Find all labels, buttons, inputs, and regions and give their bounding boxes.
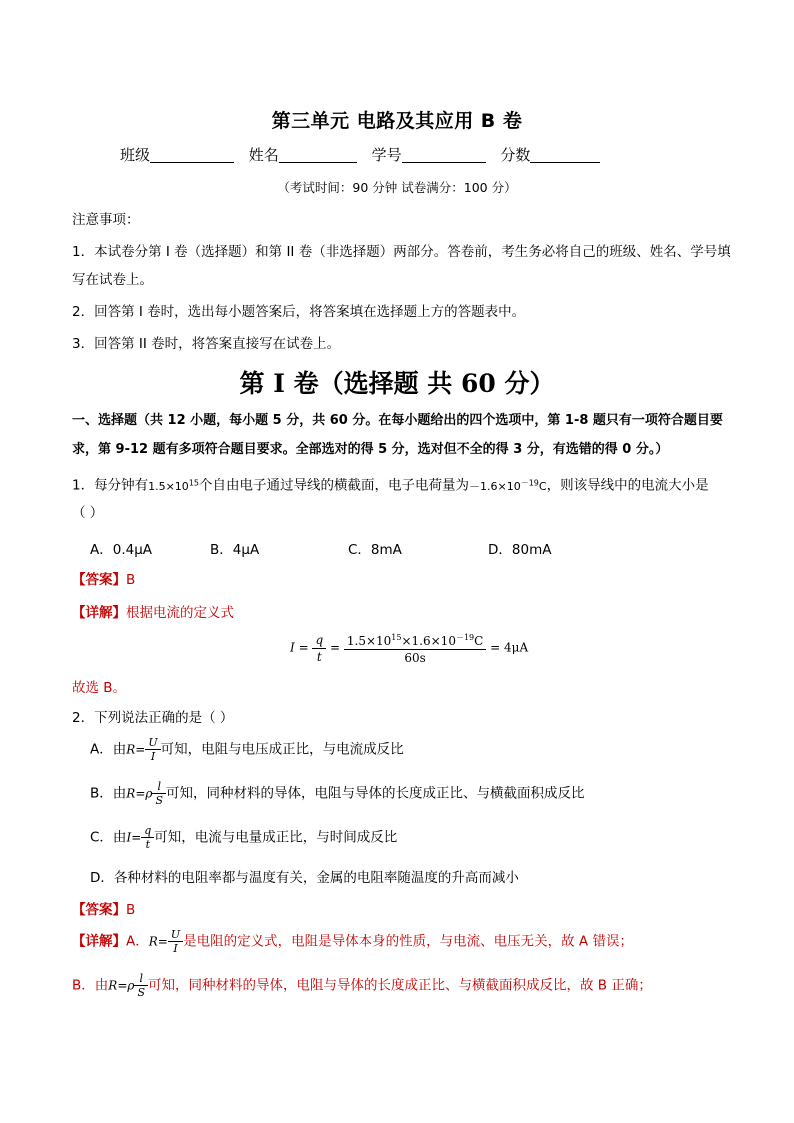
fraction-denominator: S <box>137 986 145 999</box>
symbol-R: R <box>148 934 158 949</box>
detail-prefix: A． <box>126 933 149 950</box>
q1-stem-text: 1．每分钟有 <box>72 477 149 494</box>
fraction-numerator: U <box>145 736 160 750</box>
fraction-l-S <box>134 972 148 999</box>
detail-prefix: B．由 <box>72 977 109 994</box>
q1-number-b-unit: C <box>538 479 547 493</box>
student-info-line <box>120 144 610 165</box>
q1-number-b-mantissa: －1.6×10 <box>469 479 521 493</box>
formula-equals: = <box>329 640 341 655</box>
option-prefix: A．由 <box>90 741 127 758</box>
fraction-numerator-unit: C <box>474 634 484 648</box>
student-id-blank[interactable] <box>402 146 486 163</box>
formula-fraction-values <box>344 630 486 666</box>
symbol-R: R <box>108 978 118 993</box>
q2-option-c[interactable] <box>90 824 397 851</box>
fraction-numerator-part: 1.5×10 <box>346 634 392 648</box>
answer-value: B <box>126 902 136 918</box>
note-item-3: 3．回答第 II 卷时，将答案直接写在试卷上。 <box>72 336 341 352</box>
fraction-denominator: t <box>316 649 322 664</box>
fraction-denominator: I <box>173 942 178 955</box>
q1-number-b <box>469 480 547 493</box>
page-title: 第三单元 电路及其应用 B 卷 <box>271 110 523 132</box>
exam-time: （考试时间：90 分钟 试卷满分：100 分） <box>277 180 517 195</box>
q1-formula <box>290 630 528 666</box>
answer-value: B <box>126 572 136 588</box>
detail-text: 可知，同种材料的导体，电阻与导体的长度成正比、与横截面积成反比，故 B 正确； <box>147 977 652 994</box>
q1-stem-text: ，则该导线中的电流大小是 <box>546 477 709 494</box>
symbol-rho: ρ <box>127 978 135 993</box>
symbol-equals: = <box>117 978 128 993</box>
fraction-numerator-exponent: 15 <box>391 633 402 642</box>
field-label: 姓名 <box>248 146 279 164</box>
note-item-2: 2．回答第 I 卷时，选出每小题答案后，将答案填在选择题上方的答题表中。 <box>72 304 526 320</box>
question-1-stem <box>72 470 732 526</box>
detail-text: 是电阻的定义式，电阻是导体本身的性质，与电流、电压无关，故 A 错误； <box>183 933 633 950</box>
q2-detail-b <box>72 972 652 999</box>
symbol-rho: ρ <box>145 786 153 801</box>
formula-fraction-q-t <box>312 632 326 665</box>
detail-tag: 【详解】 <box>72 605 126 621</box>
q1-answer <box>72 568 135 588</box>
q1-option-d[interactable]: D．80mA <box>488 542 552 558</box>
fraction-denominator: t <box>145 838 150 851</box>
fraction-l-S <box>152 780 166 807</box>
q1-option-b[interactable]: B．4μA <box>210 542 260 558</box>
q2-option-b[interactable] <box>90 780 584 807</box>
fraction-numerator: q <box>141 824 154 838</box>
symbol-R: R <box>126 742 136 757</box>
formula-result: = 4μA <box>490 640 529 655</box>
q1-detail <box>72 601 234 621</box>
formula-symbol-I: I <box>290 640 295 655</box>
fraction-U-I <box>145 736 160 763</box>
fraction-q-t <box>141 824 154 851</box>
fraction-denominator: 60s <box>404 651 426 665</box>
answer-tag: 【答案】 <box>72 572 126 588</box>
field-label: 分数 <box>500 146 531 164</box>
q1-number-a <box>148 480 199 493</box>
fraction-numerator <box>344 630 486 650</box>
q1-conclusion: 故选 B。 <box>72 680 127 696</box>
q1-option-c[interactable]: C．8mA <box>348 542 402 558</box>
section-heading: 第 I 卷（选择题 共 60 分） <box>239 369 555 398</box>
q2-option-a[interactable] <box>90 736 404 763</box>
q2-detail-a <box>72 928 633 955</box>
fraction-denominator: I <box>150 750 156 763</box>
fraction-numerator: U <box>168 928 183 942</box>
fraction-numerator-part: ×1.6×10 <box>401 634 456 648</box>
notes-heading: 注意事项： <box>72 212 140 228</box>
question-2-stem: 2．下列说法正确的是（ ） <box>72 710 234 726</box>
q1-number-a-mantissa: 1.5×10 <box>148 479 189 493</box>
symbol-equals: = <box>157 934 168 949</box>
option-prefix: B．由 <box>90 785 127 802</box>
fraction-numerator: l <box>134 972 148 986</box>
symbol-equals: = <box>135 742 146 757</box>
section-instructions: 一、选择题（共 12 小题，每小题 5 分，共 60 分。在每小题给出的四个选项中，第 1-8 题只有一项符合题目要求，第 9-12 题有多项符合题目要求。全部选对的得 5 分，选对但不全的得 3 分，有选错的得 0 分。） <box>72 413 723 457</box>
symbol-I: I <box>126 830 132 845</box>
score-blank[interactable] <box>530 146 600 163</box>
formula-equals: = <box>298 640 309 655</box>
q2-option-d[interactable]: D．各种材料的电阻率都与温度有关，金属的电阻率随温度的升高而减小 <box>90 870 519 886</box>
symbol-equals: = <box>135 786 146 801</box>
detail-tag: 【详解】 <box>72 933 126 950</box>
note-item-1: 1．本试卷分第 I 卷（选择题）和第 II 卷（非选择题）两部分。答卷前，考生务必将自己的班级、姓名、学号填写在试卷上。 <box>72 244 731 288</box>
option-text: 可知，电阻与电压成正比，与电流成反比 <box>160 741 404 758</box>
answer-tag: 【答案】 <box>72 902 126 918</box>
fraction-denominator: S <box>155 794 163 807</box>
fraction-numerator: l <box>152 780 166 794</box>
field-label: 班级 <box>120 146 151 164</box>
q1-answer-paren: （ ） <box>72 504 104 521</box>
q1-stem-text: 个自由电子通过导线的横截面，电子电荷量为 <box>199 477 469 494</box>
symbol-equals: = <box>131 830 142 845</box>
q1-number-b-exponent: －19 <box>520 478 539 487</box>
option-text: 可知，电流与电量成正比，与时间成反比 <box>154 829 398 846</box>
fraction-numerator: q <box>312 632 326 649</box>
fraction-numerator-exponent: －19 <box>455 633 475 642</box>
class-blank[interactable] <box>150 146 234 163</box>
symbol-R: R <box>126 786 136 801</box>
q1-number-a-exponent: 15 <box>188 478 199 487</box>
detail-text: 根据电流的定义式 <box>126 605 234 621</box>
fraction-U-I <box>168 928 183 955</box>
q2-answer <box>72 898 135 918</box>
option-text: 可知，同种材料的导体，电阻与导体的长度成正比、与横截面积成反比 <box>165 785 585 802</box>
name-blank[interactable] <box>279 146 357 163</box>
option-prefix: C．由 <box>90 829 127 846</box>
field-label: 学号 <box>371 146 402 164</box>
q1-option-a[interactable]: A．0.4μA <box>90 542 153 558</box>
